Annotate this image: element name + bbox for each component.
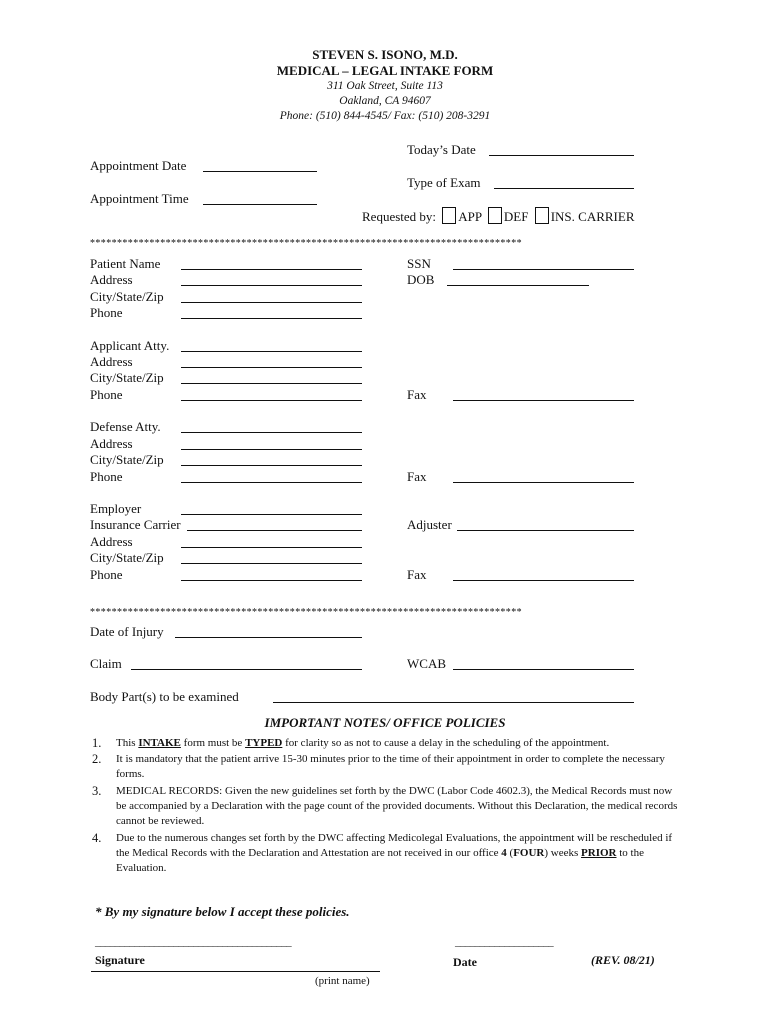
notes-heading: IMPORTANT NOTES/ OFFICE POLICIES — [264, 715, 506, 730]
todays-date-field[interactable] — [489, 155, 634, 156]
requested-by-label: Requested by: — [362, 209, 437, 224]
policy-number: 4. — [92, 831, 102, 845]
policy-text: for clarity so as not to cause a delay in the scheduling of the appointment. — [282, 737, 610, 749]
insurance-carrier-label: Insurance Carrier — [90, 517, 181, 532]
policy-text: ) weeks — [544, 847, 582, 859]
date-of-injury-label: Date of Injury — [90, 624, 164, 639]
signature-line[interactable]: ________________________________________ — [95, 936, 292, 948]
employer-fax-label: Fax — [407, 567, 427, 582]
requested-by — [362, 207, 635, 225]
adjuster-label: Adjuster — [407, 517, 452, 532]
applicant-phone-label: Phone — [90, 387, 123, 402]
date-line[interactable]: ____________________ — [455, 936, 554, 948]
appointment-time-field[interactable] — [203, 204, 317, 205]
applicant-atty-label: Applicant Atty. — [90, 338, 170, 353]
patient-csz-label: City/State/Zip — [90, 289, 164, 304]
applicant-csz-field[interactable] — [181, 383, 362, 384]
typed-emphasis: TYPED — [245, 737, 283, 749]
claim-field[interactable] — [131, 669, 362, 670]
defense-address-label: Address — [90, 436, 133, 451]
doctor-name: STEVEN S. ISONO, M.D. — [312, 47, 458, 62]
employer-csz-label: City/State/Zip — [90, 550, 164, 565]
policy-number: 2. — [92, 752, 102, 766]
applicant-address-field[interactable] — [181, 367, 362, 368]
applicant-address-label: Address — [90, 354, 133, 369]
policy-text: form must be — [180, 737, 246, 749]
applicant-atty-field[interactable] — [181, 351, 362, 352]
date-of-injury-field[interactable] — [175, 637, 362, 638]
office-city: Oakland, CA 94607 — [339, 95, 431, 107]
defense-phone-label: Phone — [90, 469, 123, 484]
patient-csz-field[interactable] — [181, 302, 362, 303]
type-of-exam-field[interactable] — [494, 188, 634, 189]
type-of-exam-label: Type of Exam — [407, 175, 481, 190]
defense-fax-field[interactable] — [453, 482, 634, 483]
def-label: DEF — [503, 209, 529, 224]
separator-2: ******************************************************************************** — [90, 607, 522, 618]
patient-name-label: Patient Name — [90, 256, 161, 271]
policy-item-2 — [90, 752, 680, 782]
ssn-label: SSN — [407, 256, 431, 271]
policy-text: ( — [506, 847, 514, 859]
policy-text: to the Evaluation. — [116, 847, 644, 874]
policy-text: It is mandatory that the patient arrive 15-30 minutes prior to the time of their appointment in order to complete the necessary forms. — [116, 753, 665, 780]
defense-address-field[interactable] — [181, 449, 362, 450]
defense-csz-label: City/State/Zip — [90, 452, 164, 467]
body-parts-field[interactable] — [273, 702, 634, 703]
office-phone-fax: Phone: (510) 844-4545/ Fax: (510) 208-3291 — [279, 110, 491, 122]
separator-1: ******************************************************************************** — [90, 238, 522, 249]
policy-item-1 — [90, 736, 680, 751]
print-name-label: (print name) — [315, 975, 370, 987]
def-checkbox[interactable] — [488, 207, 502, 224]
employer-fax-field[interactable] — [453, 580, 634, 581]
applicant-phone-field[interactable] — [181, 400, 362, 401]
body-parts-label: Body Part(s) to be examined — [90, 689, 239, 704]
app-checkbox[interactable] — [442, 207, 456, 224]
patient-phone-field[interactable] — [181, 318, 362, 319]
four-digit-emphasis: 4 — [501, 847, 507, 859]
ins-carrier-label: INS. CARRIER — [550, 209, 635, 224]
employer-address-label: Address — [90, 534, 133, 549]
policy-item-4 — [90, 831, 680, 876]
patient-phone-label: Phone — [90, 305, 123, 320]
prior-emphasis: PRIOR — [581, 847, 617, 859]
employer-phone-label: Phone — [90, 567, 123, 582]
intake-emphasis: INTAKE — [138, 737, 181, 749]
claim-label: Claim — [90, 656, 122, 671]
applicant-fax-label: Fax — [407, 387, 427, 402]
defense-atty-label: Defense Atty. — [90, 419, 161, 434]
dob-label: DOB — [407, 272, 435, 287]
appointment-date-field[interactable] — [203, 171, 317, 172]
ssn-field[interactable] — [453, 269, 634, 270]
policy-text: This — [116, 737, 139, 749]
wcab-field[interactable] — [453, 669, 634, 670]
form-title: MEDICAL – LEGAL INTAKE FORM — [276, 63, 494, 78]
revision-label: (REV. 08/21) — [591, 953, 655, 967]
appointment-time-label: Appointment Time — [90, 191, 189, 206]
policy-number: 1. — [92, 736, 102, 750]
four-word-emphasis: FOUR — [513, 847, 545, 859]
patient-address-field[interactable] — [181, 285, 362, 286]
employer-csz-field[interactable] — [181, 563, 362, 564]
insurance-carrier-field[interactable] — [187, 530, 362, 531]
employer-field[interactable] — [181, 514, 362, 515]
app-label: APP — [458, 209, 482, 224]
policy-item-3 — [90, 784, 680, 829]
todays-date-label: Today’s Date — [407, 142, 476, 157]
patient-address-label: Address — [90, 272, 133, 287]
applicant-fax-field[interactable] — [453, 400, 634, 401]
employer-address-field[interactable] — [181, 547, 362, 548]
policy-number: 3. — [92, 784, 102, 798]
applicant-csz-label: City/State/Zip — [90, 370, 164, 385]
office-street: 311 Oak Street, Suite 113 — [327, 80, 443, 92]
employer-label: Employer — [90, 501, 142, 516]
policy-text: Due to the numerous changes set forth by the DWC affecting Medicolegal Evaluations, the appointment will be rescheduled if the Medical Records with the Declaration and Attestation are not received in our office — [116, 832, 673, 859]
defense-atty-field[interactable] — [181, 432, 362, 433]
defense-phone-field[interactable] — [181, 482, 362, 483]
defense-fax-label: Fax — [407, 469, 427, 484]
policy-text: MEDICAL RECORDS: Given the new guidelines set forth by the DWC (Labor Code 4602.3), the Medical Records must now be accompanied by a Declaration with the page count of the provided documents. Without this Declaration, the medical records cannot be reviewed. — [116, 785, 678, 827]
employer-phone-field[interactable] — [181, 580, 362, 581]
wcab-label: WCAB — [407, 656, 446, 671]
accept-policies-statement: * By my signature below I accept these policies. — [95, 904, 350, 919]
defense-csz-field[interactable] — [181, 465, 362, 466]
appointment-date-label: Appointment Date — [90, 158, 187, 173]
ins-carrier-checkbox[interactable] — [535, 207, 549, 224]
adjuster-field[interactable] — [457, 530, 634, 531]
patient-name-field[interactable] — [181, 269, 362, 270]
dob-field[interactable] — [447, 285, 589, 286]
policy-list — [90, 736, 680, 878]
print-name-field[interactable] — [91, 971, 380, 972]
signature-label: Signature — [95, 953, 145, 967]
date-label: Date — [453, 955, 477, 969]
